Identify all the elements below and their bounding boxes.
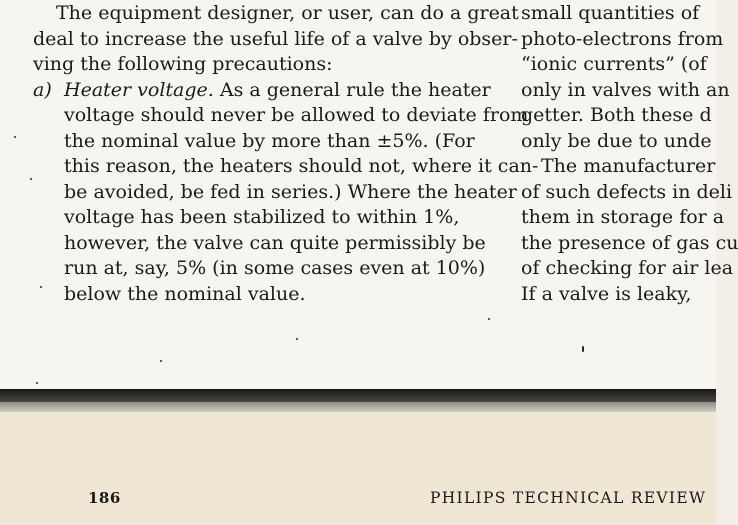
item-first-line-rest: As a general rule the heater xyxy=(219,78,491,101)
right-line-8 xyxy=(521,180,733,206)
text-line: below the nominal value. xyxy=(64,282,306,305)
right-line-2 xyxy=(521,27,724,53)
scan-speck xyxy=(160,360,162,362)
text-line: deal to increase the useful life of a valve by obser- xyxy=(33,27,518,50)
text-line: The manufacturer xyxy=(541,155,716,177)
right-line-1 xyxy=(521,1,721,27)
text-line: of checking for air lea xyxy=(521,257,734,279)
item-line-7 xyxy=(33,256,499,282)
item-line-2 xyxy=(33,129,499,155)
left-column xyxy=(33,1,539,307)
text-line: only in valves with an xyxy=(521,78,730,101)
right-line-9 xyxy=(521,205,725,231)
item-line-3 xyxy=(33,154,539,180)
text-line: the presence of gas cu xyxy=(521,231,738,254)
item-label: a) xyxy=(33,78,52,101)
text-line: only be due to unde xyxy=(521,129,712,152)
item-title: Heater voltage. xyxy=(64,78,214,101)
journal-title: PHILIPS TECHNICAL REVIEW xyxy=(430,489,707,507)
text-line: the nominal value by more than ±5%. (For xyxy=(64,129,475,152)
text-line: them in storage for a xyxy=(521,206,725,228)
text-line: voltage should never be allowed to deviate from xyxy=(64,104,529,126)
item-line-8 xyxy=(33,282,499,308)
right-line-11 xyxy=(521,256,734,282)
text-line: small quantities of xyxy=(521,2,700,24)
scan-edge-bar xyxy=(0,389,716,402)
text-line: be avoided, be fed in series.) Where the heater xyxy=(64,180,517,203)
right-line-4 xyxy=(521,78,730,104)
scan-speck xyxy=(36,382,38,384)
page-number: 186 xyxy=(88,489,121,507)
right-line-3 xyxy=(521,52,721,78)
text-line: The equipment designer, or user, can do a great xyxy=(56,2,519,24)
text-line: however, the valve can quite permissibly be xyxy=(64,231,486,254)
scan-speck xyxy=(40,286,42,288)
scan-speck xyxy=(582,346,584,352)
item-line-5 xyxy=(33,205,499,231)
right-line-12 xyxy=(521,282,721,308)
right-line-7 xyxy=(521,154,721,180)
text-line: voltage has been stabilized to within 1%, xyxy=(64,206,460,228)
text-line: of such defects in deli xyxy=(521,180,733,203)
scan-speck xyxy=(488,318,490,320)
page-lower xyxy=(0,412,716,525)
text-line: this reason, the heaters should not, where it can- xyxy=(64,155,539,177)
right-line-6 xyxy=(521,129,721,155)
scan-edge-shadow xyxy=(0,402,716,412)
text-line: If a valve is leaky, xyxy=(521,282,692,305)
item-line-6 xyxy=(33,231,499,257)
item-a-first-line xyxy=(33,78,499,104)
item-line-1 xyxy=(33,103,529,129)
text-line: run at, say, 5% (in some cases even at 10%) xyxy=(64,257,486,279)
para1-line-3 xyxy=(33,52,499,78)
text-line: ving the following precautions: xyxy=(33,53,333,75)
para1-line-1 xyxy=(33,1,519,27)
item-line-4 xyxy=(33,180,517,206)
text-line: photo-electrons from xyxy=(521,27,724,50)
right-line-10 xyxy=(521,231,738,257)
right-line-5 xyxy=(521,103,721,129)
scan-speck xyxy=(30,178,32,180)
text-line: “ionic currents” (of xyxy=(521,53,707,75)
right-column xyxy=(521,1,738,307)
text-line: getter. Both these d xyxy=(521,104,712,126)
para1-line-2 xyxy=(33,27,518,53)
scan-speck xyxy=(296,338,298,340)
scan-speck xyxy=(14,136,16,138)
